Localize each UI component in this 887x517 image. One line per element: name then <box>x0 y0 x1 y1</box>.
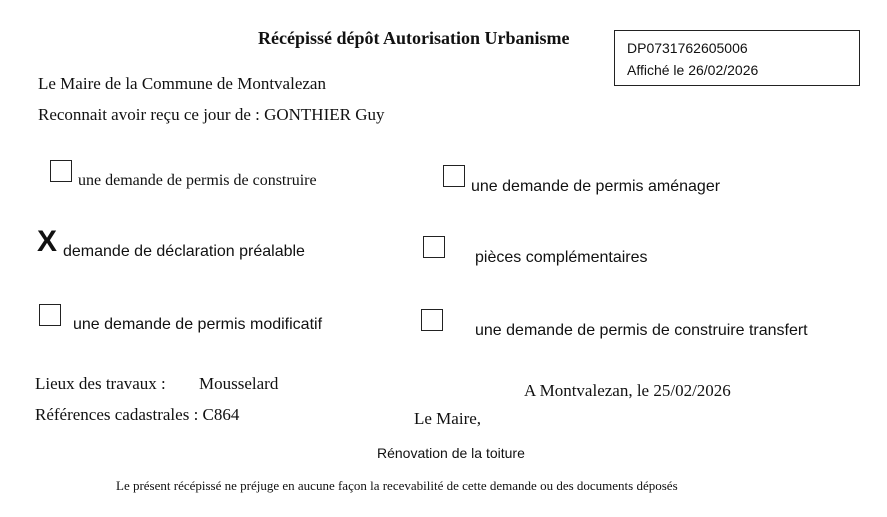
checkbox-permis-transfert[interactable] <box>421 309 443 331</box>
cadastral-references: Références cadastrales : C864 <box>35 405 240 424</box>
checked-x-mark[interactable]: X <box>37 225 58 258</box>
disclaimer-note: Le présent récépissé ne préjuge en aucune façon la recevabilité de cette demande ou des documents déposés <box>116 478 678 493</box>
option-label-pieces-complementaires: pièces complémentaires <box>475 249 648 266</box>
option-label-declaration-prealable: demande de déclaration préalable <box>63 243 305 260</box>
checkbox-permis-construire[interactable] <box>50 160 72 182</box>
signatory: Le Maire, <box>414 409 482 428</box>
option-label-permis-construire: une demande de permis de construire <box>78 172 317 189</box>
received-line: Reconnait avoir reçu ce jour de : GONTHIER Guy <box>38 105 385 124</box>
option-label-permis-transfert: une demande de permis de construire transfert <box>475 322 808 339</box>
document-title: Récépissé dépôt Autorisation Urbanisme <box>258 28 570 48</box>
works-location-label: Lieux des travaux : <box>35 374 166 393</box>
option-label-permis-modificatif: une demande de permis modificatif <box>73 316 323 333</box>
option-label-permis-amenager: une demande de permis aménager <box>471 178 721 195</box>
works-description: Rénovation de la toiture <box>377 445 525 461</box>
works-location-value: Mousselard <box>199 374 279 393</box>
reference-stamp-box <box>614 30 860 86</box>
place-and-date: A Montvalezan, le 25/02/2026 <box>524 381 731 400</box>
dossier-reference: DP0731762605006 <box>627 40 748 56</box>
checkbox-pieces-complementaires[interactable] <box>423 236 445 258</box>
checkbox-permis-modificatif[interactable] <box>39 304 61 326</box>
mayor-line: Le Maire de la Commune de Montvalezan <box>38 74 326 93</box>
posted-date: Affiché le 26/02/2026 <box>627 62 759 78</box>
checkbox-permis-amenager[interactable] <box>443 165 465 187</box>
